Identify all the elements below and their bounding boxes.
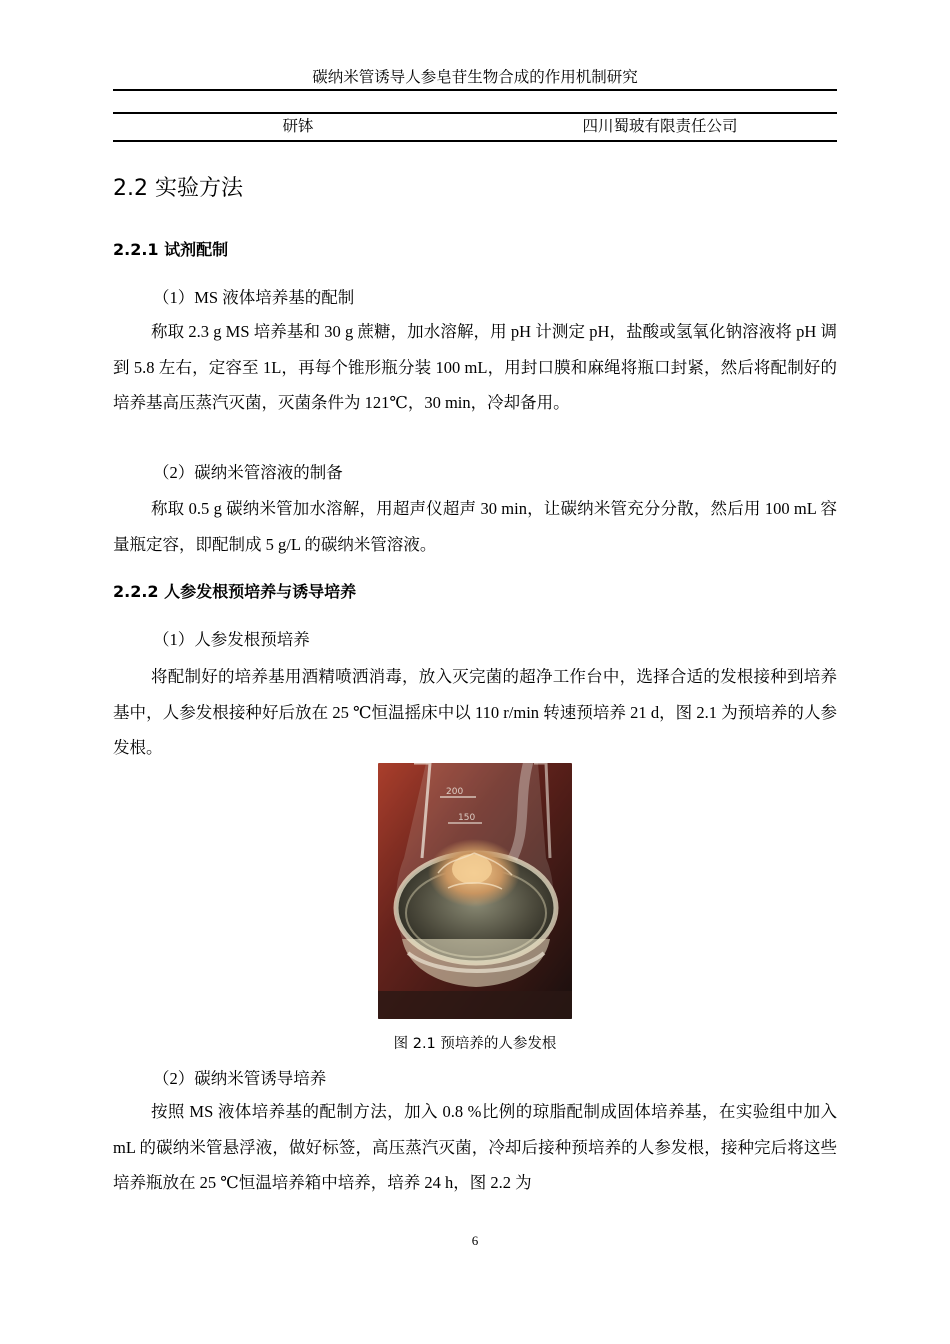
- header-organization: 四川蜀玻有限责任公司: [582, 118, 738, 135]
- header-author: 研钵: [282, 118, 314, 135]
- header-rule-middle: [113, 112, 837, 114]
- page-number: 6: [471, 1233, 479, 1248]
- paragraph-preculture: 将配制好的培养基用酒精喷洒消毒，放入灭完菌的超净工作台中，选择合适的发根接种到培养基中，人参发根接种好后放在 25 ℃恒温摇床中以 110 r/min 转速预培养 21 d，图 2.1 为预培养的人参发根。: [113, 667, 837, 757]
- item-title-cnt-induction: （2）碳纳米管诱导培养: [153, 1069, 327, 1088]
- subsection-heading-preculture: 2.2.2 人参发根预培养与诱导培养: [113, 582, 357, 601]
- beaker-photo-illustration: [378, 763, 572, 1019]
- beaker-mark-150: 150: [458, 813, 476, 823]
- header-rule-top: [113, 89, 837, 91]
- figure-caption: 图 2.1 预培养的人参发根: [393, 1036, 557, 1052]
- paragraph-cnt-induction: 按照 MS 液体培养基的配制方法，加入 0.8 %比例的琼脂配制成固体培养基，在实验组中加入 mL 的碳纳米管悬浮液，做好标签，高压蒸汽灭菌，冷却后接种预培养的人参发根，接种完后将这些培养瓶放在 25 ℃恒温培养箱中培养，培养 24 h，图 2.2 为: [113, 1102, 837, 1192]
- paragraph-ms-medium: 称取 2.3 g MS 培养基和 30 g 蔗糖，加水溶解，用 pH 计测定 pH，盐酸或氢氧化钠溶液将 pH 调到 5.8 左右，定容至 1L，再每个锥形瓶分装 100 mL，用封口膜和麻绳将瓶口封紧，然后将配制好的培养基高压蒸汽灭菌，灭菌条件为 121℃，30 min，冷却备用。: [113, 322, 837, 412]
- paragraph-cnt-solution: 称取 0.5 g 碳纳米管加水溶解，用超声仪超声 30 min，让碳纳米管充分分散，然后用 100 mL 容量瓶定容，即配制成 5 g/L 的碳纳米管溶液。: [113, 499, 837, 554]
- section-heading: 2.2 实验方法: [113, 176, 243, 201]
- figure-ginseng-roots-photo: [378, 763, 572, 1019]
- item-title-preculture: （1）人参发根预培养: [153, 630, 310, 649]
- beaker-mark-200: 200: [446, 787, 464, 797]
- header-rule-bottom: [113, 140, 837, 142]
- item-title-ms-medium: （1）MS 液体培养基的配制: [153, 288, 355, 307]
- subsection-heading-reagents: 2.2.1 试剂配制: [113, 240, 229, 259]
- item-title-cnt-solution: （2）碳纳米管溶液的制备: [153, 463, 343, 482]
- running-header-title: 碳纳米管诱导人参皂苷生物合成的作用机制研究: [312, 69, 638, 86]
